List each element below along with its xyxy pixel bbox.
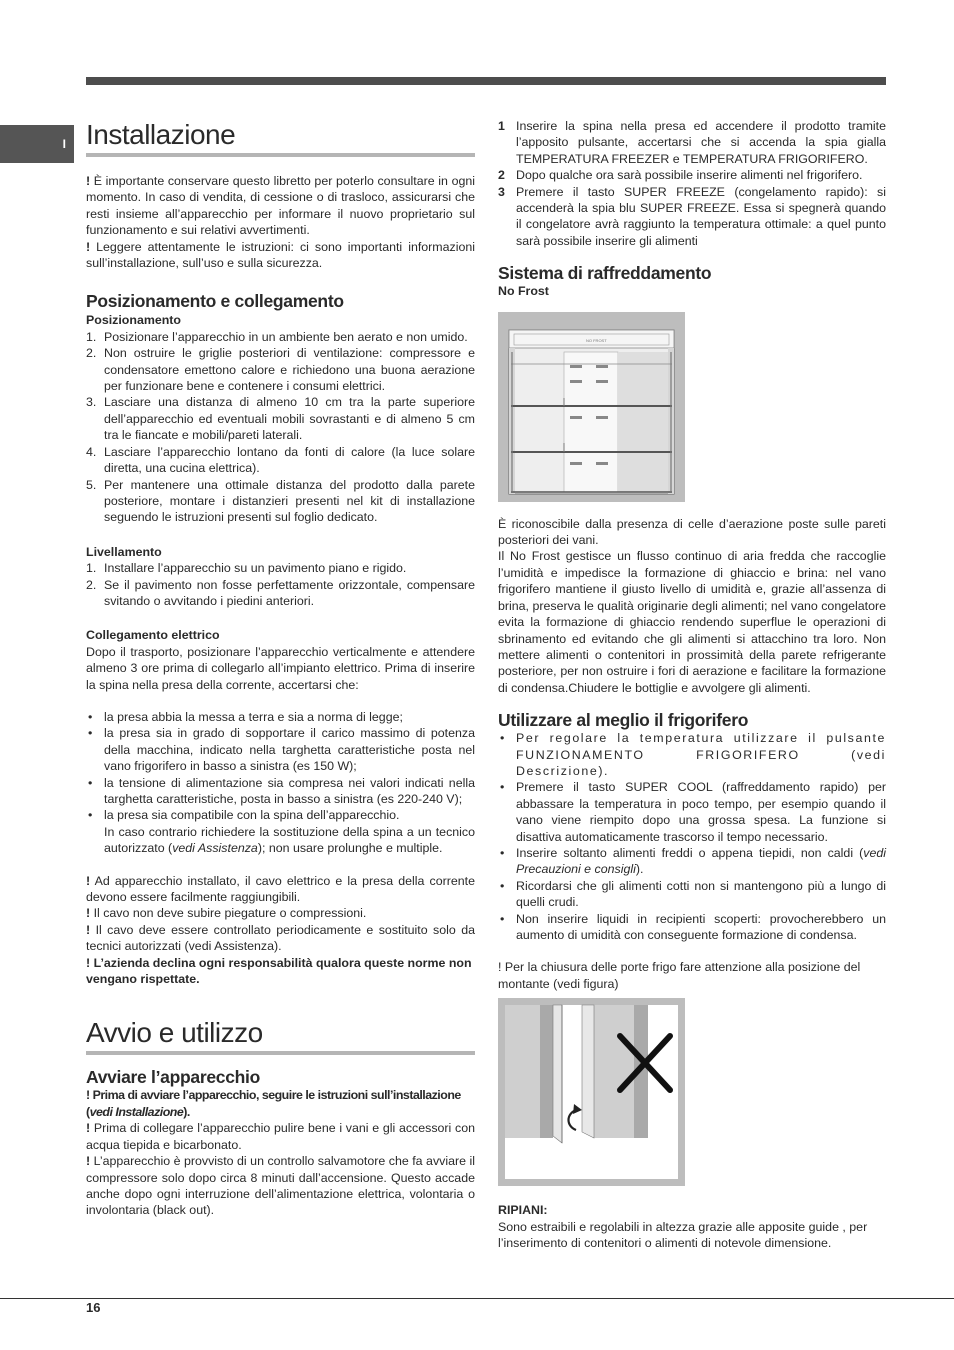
utilizzare-list	[498, 730, 886, 943]
collegamento-subheading: Collegamento elettrico	[86, 628, 220, 643]
page-number: 16	[86, 1300, 101, 1315]
list-item: 2 Dopo qualche ora sarà possibile inserire alimenti nel frigorifero.	[498, 168, 863, 183]
door-note: ! Per la chiusura delle porte frigo fare attenzione alla posizione del montante (vedi figura)	[498, 960, 861, 991]
door-position-image	[498, 998, 685, 1186]
list-item: 1. Posizionare l’apparecchio in un ambiente ben aerato e non umido.	[86, 329, 468, 344]
posizionamento-subheading: Posizionamento	[86, 313, 182, 328]
no-frost-fridge-image	[498, 312, 685, 502]
sistema-heading: Sistema di raffreddamento	[498, 263, 712, 284]
list-item: 1 Inserire la spina nella presa ed accendere il prodotto tramite l’apposito pulsante, accertarsi che si accenda la spia gialla TEMPERATURA FREEZER e TEMPERATURA FRIGORIFERO.	[498, 119, 886, 166]
top-rule	[86, 77, 886, 85]
language-tab	[0, 125, 74, 163]
intro-paragraph: ! È importante conservare questo libretto per poterlo consultare in ogni momento. In caso di vendita, di cessione o di trasloco, assicurarsi che resti insieme all’apparecchio per informare il nuovo proprietario sul funzionamento e sui relativi avvertimenti.	[86, 174, 475, 238]
sistema-subheading: No Frost	[498, 284, 549, 299]
list-item: • Non inserire liquidi in recipienti scoperti: provocherebbero un aumento di umidità con conseguente formazione di condensa.	[500, 911, 886, 942]
list-item: • Per regolare la temperatura utilizzare il pulsante FUNZIONAMENTO FRIGORIFERO (vedi Descrizione).	[500, 731, 886, 778]
avviare-note: ! L’apparecchio è provvisto di un controllo salvamotore che fa avviare il compressore solo dopo circa 8 minuti dall’accensione. Questo accade anche dopo ogni interruzione dell’alimentazione elettrica, volontaria o involontaria (black out).	[86, 1154, 475, 1218]
installazione-title: Installazione	[86, 119, 236, 150]
list-item: • la tensione di alimentazione sia compresa nei valori indicati nella targhetta caratteristiche, posta in basso a sinistra (es 220-240 V);	[88, 775, 475, 806]
list-item: 2. Se il pavimento non fosse perfettamente orizzontale, compensare svitando o avvitando i piedini anteriori.	[86, 577, 475, 608]
collegamento-text: Dopo il trasporto, posizionare l’apparecchio verticalmente e attendere almeno 3 ore prima di collegarlo all’impianto elettrico. Prima di inserire la spina nella presa della corrente, accertarsi che:	[86, 644, 475, 692]
list-item: 4. Lasciare l’apparecchio lontano da fonti di calore (la luce solare diretta, una cucina elettrica).	[86, 444, 475, 476]
list-item: • la presa abbia la messa a terra e sia a norma di legge;	[88, 709, 403, 724]
sistema-text-2: Il No Frost gestisce un flusso continuo di aria fredda che raccoglie l’umidità e impedisce la formazione di ghiaccio e brina: nel vano frigorifero mantiene il giusto livello di umidità e, grazie all’assenza di brina, preserva le qualità originarie degli alimenti; nel vano congelatore evita la formazione di ghiaccio rendendo superflue le operazioni di sbrinamento ed evitando che gli alimenti si attacchino tra loro. Non mettere alimenti o contenitori in prossimità della parete refrigerante posteriore, per non ostruire i fori di aerazione e facilitare la formazione di condensa.Chiudere le bottiglie e avvolgere gli alimenti.	[498, 549, 886, 695]
warnings-block	[86, 873, 475, 988]
intro-block	[86, 173, 475, 271]
list-item: 2. Non ostruire le griglie posteriori di ventilazione: compressore e condensatore emettono calore e richiedono una buona aerazione per funzionare bene e contenere i consumi elettrici.	[86, 346, 475, 394]
posizionamento-list	[86, 329, 475, 526]
fridge-interior-illustration	[498, 312, 685, 502]
list-item: • Ricordarsi che gli alimenti cotti non si mantengono più a lungo di quelli crudi.	[500, 878, 886, 910]
avviare-note: ! Prima di collegare l’apparecchio pulire bene i vani e gli accessori con acqua tiepida e bicarbonato.	[86, 1121, 475, 1152]
disclaimer: ! L’azienda declina ogni responsabilità qualora queste norme non vengano rispettate.	[86, 955, 472, 987]
utilizzare-heading: Utilizzare al meglio il frigorifero	[498, 710, 749, 731]
fridge-label: NO FROST	[586, 337, 607, 343]
collegamento-list	[86, 709, 475, 857]
livellamento-list	[86, 560, 475, 609]
list-item: 5. Per mantenere una ottimale distanza del prodotto dalla parete posteriore, montare i distanzieri presenti nel kit di installazione seguendo le istruzioni presenti sul foglio dedicato.	[86, 477, 475, 525]
title-rule	[86, 153, 475, 157]
title-rule	[86, 1051, 475, 1055]
warning-paragraph: ! Il cavo deve essere controllato periodicamente e sostituito solo da tecnici autorizzati (vedi Assistenza).	[86, 922, 475, 954]
livellamento-subheading: Livellamento	[86, 544, 162, 559]
left-column	[86, 118, 475, 1219]
sistema-text-1: È riconoscibile dalla presenza di celle d’aerazione poste sulle pareti posteriori dei vani.	[498, 516, 886, 548]
avviare-warning: ! Prima di avviare l’apparecchio, seguire le istruzioni sull’installazione (vedi Installazione).	[86, 1088, 461, 1119]
list-item: 3. Lasciare una distanza di almeno 10 cm tra la parte superiore dell’apparecchio ed eventuali mobili sovrastanti e di almeno 5 cm tra le fiancate e mobili/pareti laterali.	[86, 395, 475, 443]
ripiani-text: Sono estraibili e regolabili in altezza grazie alle apposite guide , per l’inserimento di contenitori o alimenti di notevole dimensione.	[498, 1219, 868, 1251]
list-item: 3 Premere il tasto SUPER FREEZE (congelamento rapido): si accenderà la spia blu SUPER FREEZE. Essa si spegnerà quando il congelatore avrà raggiunto la temperatura ottimale: a quel punto sarà possibile inserire gli alimenti	[498, 184, 886, 248]
language-tab-label: I	[62, 137, 66, 151]
list-item: • Inserire soltanto alimenti freddi o appena tiepidi, non caldi (vedi Precauzioni e consigli).	[500, 845, 886, 877]
start-steps-list	[498, 118, 886, 249]
footer-rule	[0, 1298, 954, 1299]
avvio-title: Avvio e utilizzo	[86, 1017, 263, 1049]
list-item: • la presa sia compatibile con la spina dell’apparecchio. In caso contrario richiedere la sostituzione della spina a un tecnico autorizzato (vedi Assistenza); non usare prolunghe e multiple.	[88, 808, 475, 856]
intro-paragraph: ! Leggere attentamente le istruzioni: ci sono importanti informazioni sull’installazione, sull’uso e sulla sicurezza.	[86, 239, 475, 271]
avviare-heading: Avviare l’apparecchio	[86, 1067, 260, 1088]
warning-paragraph: ! Il cavo non deve subire piegature o compressioni.	[86, 906, 367, 921]
list-item: • la presa sia in grado di sopportare il carico massimo di potenza della macchina, indicato nella targhetta caratteristiche posta nel vano frigorifero in basso a sinistra (es 150 W);	[88, 726, 475, 774]
posizionamento-heading: Posizionamento e collegamento	[86, 291, 344, 312]
list-item: 1. Installare l’apparecchio su un pavimento piano e rigido.	[86, 561, 407, 576]
ripiani-heading: RIPIANI:	[498, 1203, 548, 1218]
right-column	[498, 118, 886, 1251]
list-item: • Premere il tasto SUPER COOL (raffreddamento rapido) per abbassare la temperatura in poco tempo, per esempio quando il vano viene riempito dopo una grossa spesa. La funzione si disattiva automaticamente trascorso il tempo necessario.	[500, 780, 886, 844]
warning-paragraph: ! Ad apparecchio installato, il cavo elettrico e la presa della corrente devono essere facilmente raggiungibili.	[86, 873, 475, 905]
door-mullion-illustration	[498, 998, 685, 1186]
